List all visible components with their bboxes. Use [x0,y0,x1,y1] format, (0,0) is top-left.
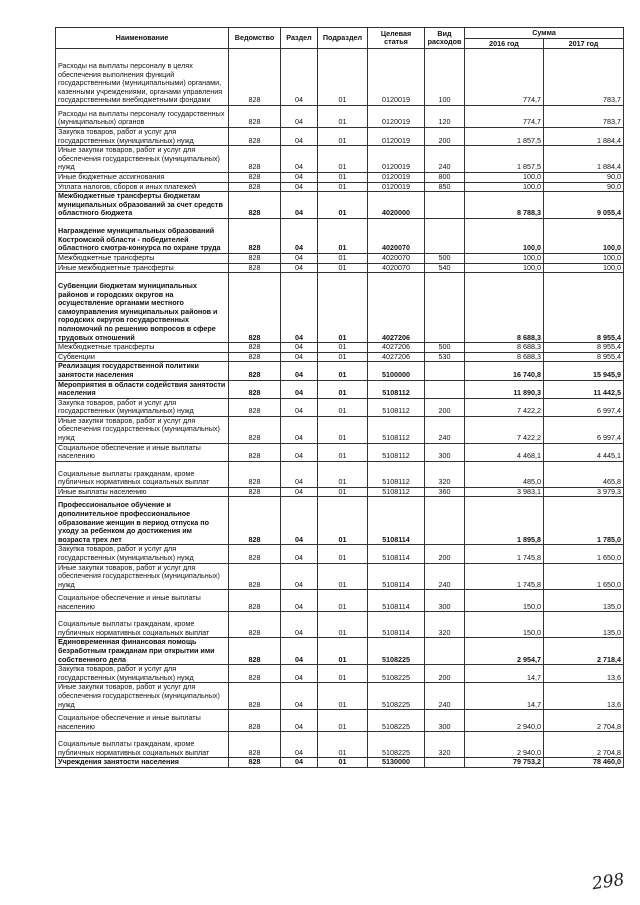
cell-p: 01 [318,758,368,768]
table-row [56,497,624,545]
cell-s1: 8 688,3 [465,273,544,343]
cell-p: 01 [318,683,368,710]
cell-vr: 240 [425,563,465,590]
cell-name: Социальные выплаты гражданам, кроме публичных нормативных социальных выплат [56,612,229,638]
cell-r: 04 [281,461,318,487]
cell-cs: 4027206 [368,273,425,343]
cell-r: 04 [281,545,318,563]
cell-p: 01 [318,263,368,273]
cell-p: 01 [318,732,368,758]
cell-s2: 2 718,4 [544,638,624,665]
cell-p: 01 [318,665,368,683]
cell-name: Межбюджетные трансферты бюджетам муниципальных образований за счет средств областного бюджета [56,192,229,219]
cell-v: 828 [229,343,281,353]
cell-r: 04 [281,263,318,273]
cell-s1: 774,7 [465,49,544,106]
cell-s1: 1 895,8 [465,497,544,545]
cell-p: 01 [318,362,368,380]
cell-s2: 6 997,4 [544,398,624,416]
cell-s2: 783,7 [544,106,624,128]
cell-s1: 2 940,0 [465,710,544,732]
cell-s2: 1 884,4 [544,146,624,173]
cell-cs: 5108225 [368,683,425,710]
cell-v: 828 [229,590,281,612]
cell-vr: 200 [425,665,465,683]
cell-s2: 90,0 [544,172,624,182]
cell-vr [425,497,465,545]
cell-cs: 0120019 [368,106,425,128]
cell-name: Иные бюджетные ассигнования [56,172,229,182]
table-row [56,638,624,665]
cell-cs: 0120019 [368,146,425,173]
cell-s1: 100,0 [465,172,544,182]
cell-vr: 850 [425,182,465,192]
table-row [56,273,624,343]
cell-v: 828 [229,398,281,416]
cell-name: Межбюджетные трансферты [56,253,229,263]
cell-s1: 774,7 [465,106,544,128]
header-podrazdel: Подраздел [318,28,368,49]
cell-v: 828 [229,263,281,273]
cell-s2: 78 460,0 [544,758,624,768]
cell-vr: 500 [425,253,465,263]
cell-name: Закупка товаров, работ и услуг для государственных (муниципальных) нужд [56,128,229,146]
cell-s2: 1 884,4 [544,128,624,146]
cell-s1: 7 422,2 [465,416,544,443]
cell-cs: 5130000 [368,758,425,768]
cell-v: 828 [229,612,281,638]
cell-vr: 300 [425,590,465,612]
cell-vr: 200 [425,398,465,416]
cell-v: 828 [229,218,281,253]
cell-r: 04 [281,192,318,219]
cell-vr: 200 [425,545,465,563]
cell-r: 04 [281,732,318,758]
cell-s2: 100,0 [544,253,624,263]
cell-cs: 4020000 [368,192,425,219]
header-razdel: Раздел [281,28,318,49]
cell-r: 04 [281,638,318,665]
cell-r: 04 [281,352,318,362]
cell-cs: 4020070 [368,263,425,273]
cell-p: 01 [318,380,368,398]
cell-s1: 16 740,8 [465,362,544,380]
cell-r: 04 [281,758,318,768]
cell-cs: 4027206 [368,343,425,353]
cell-vr: 360 [425,487,465,497]
cell-cs: 5108114 [368,612,425,638]
cell-vr [425,380,465,398]
cell-s1: 7 422,2 [465,398,544,416]
cell-s2: 135,0 [544,590,624,612]
cell-p: 01 [318,638,368,665]
cell-r: 04 [281,146,318,173]
cell-p: 01 [318,545,368,563]
cell-r: 04 [281,343,318,353]
table-row [56,612,624,638]
cell-s2: 100,0 [544,218,624,253]
cell-s1: 100,0 [465,182,544,192]
cell-p: 01 [318,497,368,545]
cell-s1: 1 857,5 [465,128,544,146]
table-row [56,443,624,461]
cell-p: 01 [318,128,368,146]
table-row [56,192,624,219]
cell-s2: 1 650,0 [544,563,624,590]
cell-s2: 11 442,5 [544,380,624,398]
cell-r: 04 [281,710,318,732]
cell-cs: 5108112 [368,487,425,497]
header-vedomstvo: Ведомство [229,28,281,49]
cell-s2: 8 955,4 [544,343,624,353]
cell-s2: 8 955,4 [544,273,624,343]
cell-s2: 9 055,4 [544,192,624,219]
cell-name: Межбюджетные трансферты [56,343,229,353]
cell-p: 01 [318,49,368,106]
cell-s1: 3 983,1 [465,487,544,497]
table-row [56,182,624,192]
cell-name: Социальное обеспечение и иные выплаты населению [56,590,229,612]
cell-p: 01 [318,563,368,590]
cell-vr: 200 [425,128,465,146]
table-row [56,218,624,253]
cell-name: Закупка товаров, работ и услуг для государственных (муниципальных) нужд [56,398,229,416]
cell-s1: 8 688,3 [465,352,544,362]
cell-p: 01 [318,487,368,497]
cell-v: 828 [229,665,281,683]
cell-name: Иные закупки товаров, работ и услуг для обеспечения государственных (муниципальных) нужд [56,563,229,590]
cell-vr: 540 [425,263,465,273]
cell-v: 828 [229,443,281,461]
cell-v: 828 [229,732,281,758]
table-row [56,710,624,732]
cell-cs: 0120019 [368,49,425,106]
cell-s1: 8 688,3 [465,343,544,353]
cell-vr: 320 [425,732,465,758]
cell-p: 01 [318,443,368,461]
table-row [56,398,624,416]
table-row [56,172,624,182]
cell-p: 01 [318,398,368,416]
cell-v: 828 [229,497,281,545]
cell-v: 828 [229,487,281,497]
table-row [56,253,624,263]
budget-document [55,27,623,768]
cell-s1: 79 753,2 [465,758,544,768]
cell-v: 828 [229,273,281,343]
table-row [56,146,624,173]
cell-s1: 150,0 [465,590,544,612]
table-body [56,49,624,768]
cell-v: 828 [229,362,281,380]
cell-v: 828 [229,106,281,128]
cell-name: Расходы на выплаты персоналу в целях обеспечения выполнения функций государственными (муниципальными) органами, казенными учреждениями, органами управления государственными внебюджетными фондами [56,49,229,106]
cell-name: Награждение муниципальных образований Костромской области - победителей областного смотра-конкурса по охране труда [56,218,229,253]
cell-v: 828 [229,380,281,398]
cell-r: 04 [281,612,318,638]
cell-s2: 783,7 [544,49,624,106]
cell-v: 828 [229,253,281,263]
cell-p: 01 [318,192,368,219]
cell-name: Социальное обеспечение и иные выплаты населению [56,443,229,461]
cell-name: Иные закупки товаров, работ и услуг для обеспечения государственных (муниципальных) нужд [56,416,229,443]
cell-r: 04 [281,128,318,146]
cell-vr [425,218,465,253]
cell-v: 828 [229,563,281,590]
cell-r: 04 [281,590,318,612]
cell-v: 828 [229,182,281,192]
cell-vr: 530 [425,352,465,362]
cell-name: Профессиональное обучение и дополнительное профессиональное образование женщин в период отпуска по уходу за ребенком до достижения им возраста трех лет [56,497,229,545]
cell-name: Субвенции бюджетам муниципальных районов и городских округов на осуществление органами местного самоуправления муниципальных районов и городских округов государственных полномочий по решению вопросов в сфере трудовых отношений [56,273,229,343]
cell-cs: 5108112 [368,416,425,443]
cell-vr: 240 [425,683,465,710]
cell-vr [425,758,465,768]
cell-s1: 1 745,8 [465,545,544,563]
cell-cs: 5108112 [368,461,425,487]
header-expense-type: Вид расходов [425,28,465,49]
cell-r: 04 [281,106,318,128]
cell-s2: 90,0 [544,182,624,192]
table-row [56,590,624,612]
cell-cs: 5108225 [368,732,425,758]
cell-vr [425,638,465,665]
cell-s2: 2 704,8 [544,732,624,758]
table-row [56,263,624,273]
cell-name: Иные закупки товаров, работ и услуг для обеспечения государственных (муниципальных) нужд [56,146,229,173]
cell-p: 01 [318,416,368,443]
cell-p: 01 [318,253,368,263]
cell-r: 04 [281,273,318,343]
cell-s2: 465,8 [544,461,624,487]
cell-s2: 2 704,8 [544,710,624,732]
cell-s2: 3 979,3 [544,487,624,497]
cell-r: 04 [281,182,318,192]
cell-v: 828 [229,49,281,106]
cell-s1: 8 788,3 [465,192,544,219]
cell-s1: 150,0 [465,612,544,638]
cell-r: 04 [281,380,318,398]
cell-s2: 1 785,0 [544,497,624,545]
cell-vr: 320 [425,612,465,638]
cell-s2: 1 650,0 [544,545,624,563]
cell-name: Мероприятия в области содействия занятости населения [56,380,229,398]
cell-r: 04 [281,665,318,683]
cell-p: 01 [318,273,368,343]
cell-cs: 5108112 [368,380,425,398]
cell-cs: 0120019 [368,128,425,146]
table-row [56,758,624,768]
cell-cs: 0120019 [368,172,425,182]
cell-s2: 8 955,4 [544,352,624,362]
cell-r: 04 [281,398,318,416]
cell-vr: 100 [425,49,465,106]
cell-v: 828 [229,128,281,146]
table-row [56,106,624,128]
table-row [56,352,624,362]
cell-vr: 300 [425,710,465,732]
cell-v: 828 [229,545,281,563]
cell-p: 01 [318,343,368,353]
cell-name: Учреждения занятости населения [56,758,229,768]
cell-s1: 11 890,3 [465,380,544,398]
cell-s2: 100,0 [544,263,624,273]
cell-r: 04 [281,443,318,461]
cell-cs: 5108112 [368,398,425,416]
cell-vr: 240 [425,146,465,173]
cell-name: Расходы на выплаты персоналу государственных (муниципальных) органов [56,106,229,128]
cell-s2: 135,0 [544,612,624,638]
cell-r: 04 [281,172,318,182]
header-name: Наименование [56,28,229,49]
cell-name: Субвенции [56,352,229,362]
cell-v: 828 [229,352,281,362]
cell-vr: 800 [425,172,465,182]
header-target-article: Целевая статья [368,28,425,49]
cell-vr [425,362,465,380]
cell-s1: 14,7 [465,683,544,710]
cell-name: Единовременная финансовая помощь безработным гражданам при открытии ими собственного дела [56,638,229,665]
table-row [56,683,624,710]
table-row [56,545,624,563]
header-year-2016: 2016 год [465,39,544,49]
cell-cs: 5108112 [368,443,425,461]
cell-r: 04 [281,497,318,545]
cell-s2: 13,6 [544,683,624,710]
cell-cs: 4020070 [368,253,425,263]
cell-p: 01 [318,352,368,362]
cell-p: 01 [318,612,368,638]
cell-vr [425,273,465,343]
table-row [56,461,624,487]
cell-r: 04 [281,49,318,106]
cell-v: 828 [229,461,281,487]
page-number: 298 [590,869,626,895]
cell-r: 04 [281,487,318,497]
cell-s1: 2 954,7 [465,638,544,665]
cell-r: 04 [281,253,318,263]
cell-p: 01 [318,172,368,182]
cell-cs: 5108225 [368,665,425,683]
cell-cs: 4027206 [368,352,425,362]
cell-s1: 4 468,1 [465,443,544,461]
cell-cs: 4020070 [368,218,425,253]
cell-v: 828 [229,683,281,710]
cell-s2: 4 445,1 [544,443,624,461]
cell-v: 828 [229,710,281,732]
cell-name: Социальные выплаты гражданам, кроме публичных нормативных социальных выплат [56,461,229,487]
cell-v: 828 [229,146,281,173]
cell-cs: 5108225 [368,638,425,665]
cell-s1: 1 745,8 [465,563,544,590]
cell-cs: 5108114 [368,497,425,545]
cell-s2: 13,6 [544,665,624,683]
table-row [56,487,624,497]
cell-p: 01 [318,146,368,173]
cell-s1: 14,7 [465,665,544,683]
cell-cs: 5100000 [368,362,425,380]
cell-vr: 300 [425,443,465,461]
cell-s2: 15 945,9 [544,362,624,380]
table-row [56,128,624,146]
table-row [56,362,624,380]
cell-name: Иные закупки товаров, работ и услуг для обеспечения государственных (муниципальных) нужд [56,683,229,710]
cell-name: Иные выплаты населению [56,487,229,497]
cell-r: 04 [281,362,318,380]
cell-name: Социальные выплаты гражданам, кроме публичных нормативных социальных выплат [56,732,229,758]
cell-p: 01 [318,590,368,612]
cell-s1: 100,0 [465,218,544,253]
cell-s2: 6 997,4 [544,416,624,443]
cell-v: 828 [229,172,281,182]
cell-s1: 1 857,5 [465,146,544,173]
table-row [56,49,624,106]
cell-p: 01 [318,218,368,253]
cell-s1: 485,0 [465,461,544,487]
cell-v: 828 [229,638,281,665]
cell-name: Иные межбюджетные трансферты [56,263,229,273]
cell-v: 828 [229,192,281,219]
header-sum: Сумма [465,28,624,39]
table-row [56,732,624,758]
cell-r: 04 [281,683,318,710]
table-row [56,563,624,590]
cell-p: 01 [318,182,368,192]
cell-cs: 5108114 [368,590,425,612]
cell-vr: 240 [425,416,465,443]
cell-cs: 0120019 [368,182,425,192]
cell-vr [425,192,465,219]
table-row [56,380,624,398]
cell-cs: 5108225 [368,710,425,732]
cell-r: 04 [281,563,318,590]
cell-name: Реализация государственной политики занятости населения [56,362,229,380]
cell-name: Закупка товаров, работ и услуг для государственных (муниципальных) нужд [56,665,229,683]
cell-v: 828 [229,758,281,768]
cell-p: 01 [318,710,368,732]
budget-table [55,27,624,768]
cell-cs: 5108114 [368,545,425,563]
cell-r: 04 [281,218,318,253]
header-year-2017: 2017 год [544,39,624,49]
cell-p: 01 [318,461,368,487]
cell-name: Социальное обеспечение и иные выплаты населению [56,710,229,732]
table-row [56,416,624,443]
cell-v: 828 [229,416,281,443]
table-row [56,665,624,683]
cell-cs: 5108114 [368,563,425,590]
cell-vr: 320 [425,461,465,487]
cell-name: Уплата налогов, сборов и иных платежей [56,182,229,192]
cell-vr: 120 [425,106,465,128]
cell-vr: 500 [425,343,465,353]
cell-s1: 100,0 [465,263,544,273]
cell-name: Закупка товаров, работ и услуг для государственных (муниципальных) нужд [56,545,229,563]
cell-p: 01 [318,106,368,128]
cell-s1: 2 940,0 [465,732,544,758]
table-row [56,343,624,353]
cell-r: 04 [281,416,318,443]
cell-s1: 100,0 [465,253,544,263]
